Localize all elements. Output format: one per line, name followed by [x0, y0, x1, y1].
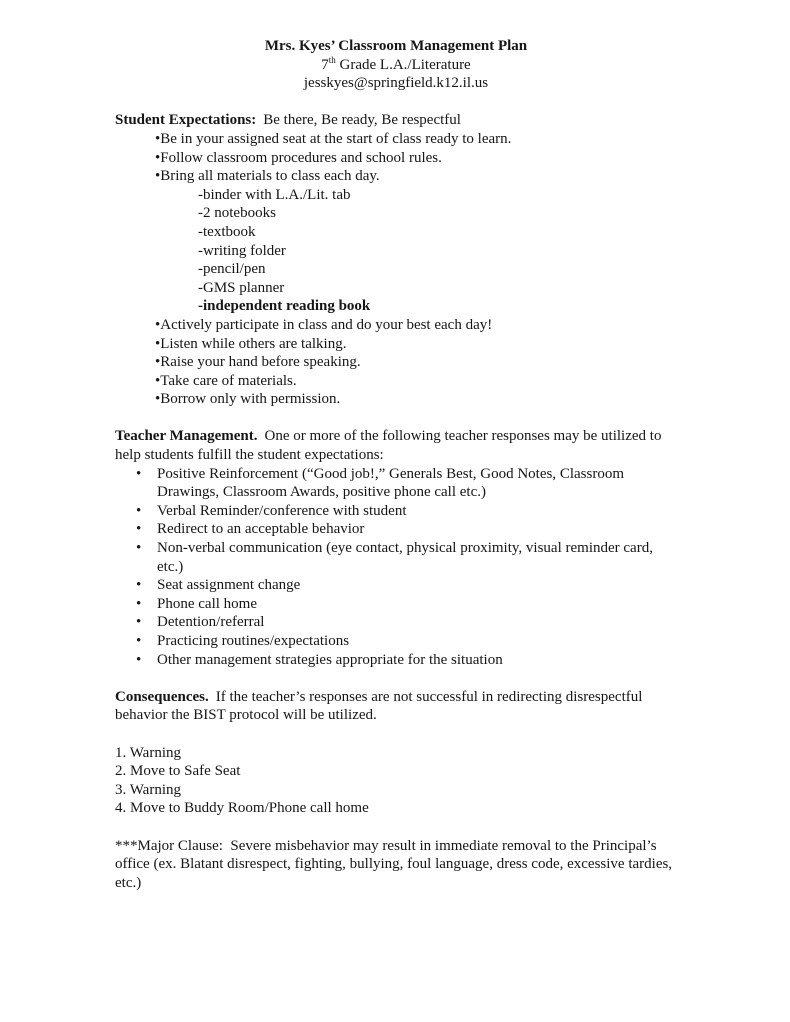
dash-icon: -	[198, 223, 203, 240]
bullet-icon: •	[155, 130, 161, 147]
teacher-response-text: Verbal Reminder/conference with student	[157, 502, 407, 519]
teacher-management-section	[115, 427, 677, 669]
material-item	[115, 242, 677, 261]
teacher-response-item	[115, 520, 677, 539]
consequences-section	[115, 688, 677, 725]
bullet-icon: •	[155, 391, 161, 408]
expectation-text: Be in your assigned seat at the start of class ready to learn.	[160, 130, 512, 147]
student-expectations-tagline: Be there, Be ready, Be respectful	[263, 112, 461, 129]
dash-icon: -	[198, 261, 203, 278]
bist-step: 4. Move to Buddy Room/Phone call home	[115, 800, 369, 817]
material-text: 2 notebooks	[203, 205, 276, 222]
teacher-response-text: Practicing routines/expectations	[157, 633, 350, 649]
bist-step: 1. Warning	[115, 744, 182, 761]
bullet-icon: •	[136, 651, 142, 668]
material-text: binder with L.A./Lit. tab	[203, 186, 351, 203]
dash-icon: -	[198, 298, 203, 315]
document-header	[115, 37, 677, 93]
expectation-text: Actively participate in class and do your best each day!	[160, 316, 493, 333]
student-expectations-heading: Student Expectations:	[115, 112, 257, 129]
material-item	[115, 204, 677, 223]
bullet-icon: •	[155, 149, 161, 166]
major-clause-section	[115, 837, 677, 893]
expectation-item	[115, 130, 677, 149]
grade-number: 7	[321, 56, 329, 73]
email-line: jesskyes@springfield.k12.il.us	[303, 75, 489, 92]
teacher-management-heading: Teacher Management.	[115, 428, 258, 445]
expectation-item	[115, 335, 677, 354]
bullet-icon: •	[136, 465, 142, 482]
bullet-icon: •	[136, 614, 142, 631]
material-text: independent reading book	[203, 298, 371, 315]
teacher-response-text: Non-verbal communication (eye contact, physical proximity, visual reminder card, etc.)	[157, 540, 653, 575]
bist-steps	[115, 744, 677, 818]
material-text: pencil/pen	[203, 261, 266, 278]
major-clause-text: ***Major Clause: Severe misbehavior may result in immediate removal to the Principal’s office (ex. Blatant disrespect, fighting, bullying, foul language, dress code, excessive tardies, etc.)	[115, 837, 673, 891]
student-expectations-section	[115, 111, 677, 409]
material-item	[115, 186, 677, 205]
bullet-icon: •	[155, 354, 161, 371]
teacher-response-item	[115, 465, 677, 502]
expectation-text: Listen while others are talking.	[160, 335, 347, 352]
bullet-icon: •	[155, 372, 161, 389]
expectation-text: Raise your hand before speaking.	[160, 354, 361, 371]
student-expectations-heading-line	[115, 111, 677, 130]
material-text: writing folder	[203, 242, 286, 259]
bullet-icon: •	[155, 168, 161, 185]
expectation-item	[115, 149, 677, 168]
dash-icon: -	[198, 279, 203, 296]
expectation-item	[115, 372, 677, 391]
bullet-icon: •	[136, 540, 142, 557]
material-item	[115, 279, 677, 298]
bullet-icon: •	[155, 335, 161, 352]
bist-step: 2. Move to Safe Seat	[115, 763, 241, 780]
consequences-intro	[115, 688, 677, 725]
expectation-text: Take care of materials.	[160, 372, 297, 389]
teacher-response-text: Seat assignment change	[157, 577, 301, 594]
teacher-response-item	[115, 539, 677, 576]
teacher-management-intro	[115, 427, 677, 464]
teacher-response-item	[115, 651, 677, 670]
teacher-response-item	[115, 595, 677, 614]
expectation-item	[115, 316, 677, 335]
dash-icon: -	[198, 186, 203, 203]
teacher-response-item	[115, 502, 677, 521]
expectation-item	[115, 167, 677, 186]
bullet-icon: •	[136, 633, 142, 649]
dash-icon: -	[198, 205, 203, 222]
grade-rest: Grade L.A./Literature	[335, 56, 471, 73]
material-text: GMS planner	[203, 279, 285, 296]
bullet-icon: •	[136, 577, 142, 594]
expectation-item	[115, 353, 677, 372]
bist-step: 3. Warning	[115, 781, 182, 798]
teacher-response-item	[115, 576, 677, 595]
grade-ordinal: th	[328, 54, 336, 65]
dash-icon: -	[198, 242, 203, 259]
teacher-response-text: Other management strategies appropriate for the situation	[157, 651, 503, 668]
expectation-item	[115, 390, 677, 409]
bullet-icon: •	[136, 595, 142, 612]
page-title: Mrs. Kyes’ Classroom Management Plan	[264, 38, 528, 54]
material-text: textbook	[203, 223, 256, 240]
teacher-management-intro-text: One or more of the following teacher responses may be utilized to help students fulfill the student expectations:	[115, 428, 662, 464]
consequences-intro-text: If the teacher’s responses are not successful in redirecting disrespectful behavior the BIST protocol will be utilized.	[115, 688, 643, 724]
teacher-response-item	[115, 632, 677, 651]
expectation-text: Follow classroom procedures and school rules.	[160, 149, 442, 166]
material-item	[115, 223, 677, 242]
teacher-response-text: Redirect to an acceptable behavior	[157, 521, 365, 538]
material-item-independent-reading	[115, 297, 677, 316]
material-item	[115, 260, 677, 279]
teacher-response-text: Positive Reinforcement (“Good job!,” Generals Best, Good Notes, Classroom Drawings, Classroom Awards, positive phone call etc.)	[157, 465, 624, 501]
expectation-text: Borrow only with permission.	[160, 391, 341, 408]
bullet-icon: •	[136, 521, 142, 538]
teacher-response-text: Phone call home	[157, 595, 257, 612]
teacher-response-item	[115, 613, 677, 632]
consequences-heading: Consequences.	[115, 688, 209, 705]
grade-line	[115, 56, 677, 75]
bullet-icon: •	[155, 316, 161, 333]
teacher-response-text: Detention/referral	[157, 614, 265, 631]
bullet-icon: •	[136, 502, 142, 519]
expectation-text: Bring all materials to class each day.	[160, 168, 380, 185]
